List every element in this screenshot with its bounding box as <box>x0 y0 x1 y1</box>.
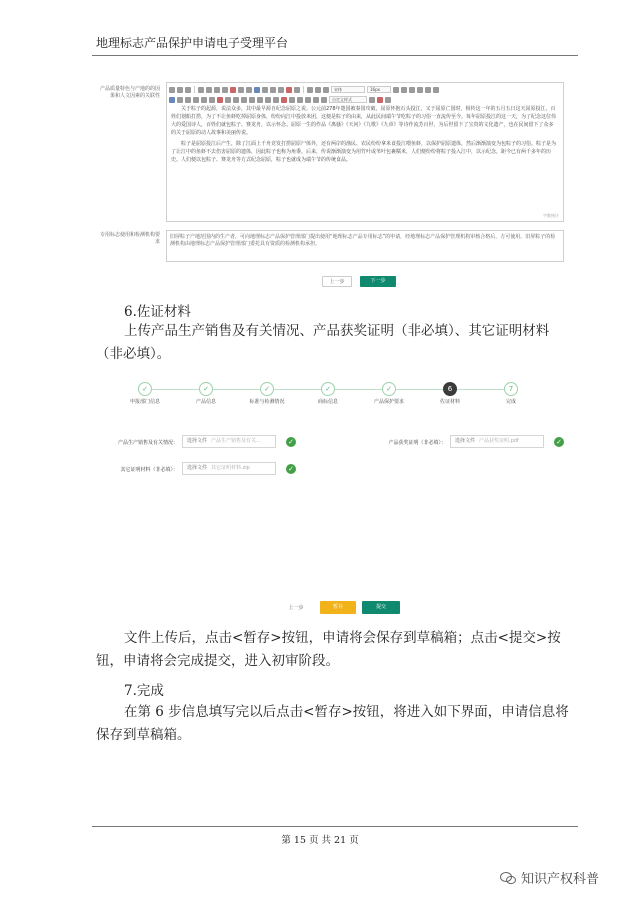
requirement-textarea[interactable]: 旧屏粽子产地范围内的生产者，可向地理标志产品保护管理部门提出使用“地理标志产品专用标志”的申请，经地理标志产品保护管理机构审核合格后，方可使用。旧屏粽子的检测机构由地理标志产品保护管理部门委托具有资质的检测机构承担。 <box>166 230 564 262</box>
bg-icon[interactable] <box>273 97 279 103</box>
indent-icon[interactable] <box>278 87 284 93</box>
hr-icon[interactable] <box>225 97 231 103</box>
step-1-check-icon: ✓ <box>138 382 152 396</box>
award-upload-label: 产品获奖证明（非必填）： <box>388 440 446 446</box>
redo-icon[interactable] <box>185 87 191 93</box>
other-file-input[interactable] <box>182 462 276 475</box>
award-upload-success-icon: ✓ <box>554 437 564 447</box>
editor-toolbar-row-1 <box>169 85 561 94</box>
align-right-icon[interactable] <box>409 87 415 93</box>
sales-file-input[interactable] <box>182 435 276 448</box>
font-size-select[interactable]: 16px <box>367 86 391 93</box>
step-7-marker: 7 <box>504 382 518 396</box>
toolbar-separator <box>303 86 304 93</box>
drafts-icon[interactable] <box>377 97 383 103</box>
color-icon[interactable] <box>217 97 223 103</box>
other-file-name: 其它证明材料.zip <box>211 465 250 471</box>
save-draft-button[interactable]: 暂存 <box>320 601 356 614</box>
sales-file-name: 产品生产销售及有关... <box>211 438 261 444</box>
custom-style-select[interactable]: 自定义样式 <box>329 96 367 103</box>
align-icon[interactable] <box>323 87 329 93</box>
other-upload-label: 其它证明材料（非必填）： <box>120 467 178 473</box>
video-icon[interactable] <box>177 97 183 103</box>
next-step-button[interactable]: 下一步 <box>360 276 396 287</box>
undo-icon[interactable] <box>177 87 183 93</box>
section-6-description: 上传产品生产销售及有关情况、产品获奖证明（非必填）、其它证明材料（非必填）。 <box>96 323 550 362</box>
section-7-heading: 7.完成 <box>124 683 164 699</box>
wordcount-icon[interactable] <box>313 97 319 103</box>
clear-format-icon[interactable] <box>294 87 300 93</box>
italic-icon[interactable] <box>206 87 212 93</box>
heading-icon[interactable] <box>315 87 321 93</box>
pagebreak-icon[interactable] <box>257 97 263 103</box>
emoji-icon[interactable] <box>185 97 191 103</box>
link-icon[interactable] <box>254 87 260 93</box>
award-file-name: 产品获奖证明.pdf <box>479 438 519 444</box>
strikethrough-icon[interactable] <box>222 87 228 93</box>
print-icon[interactable] <box>289 97 295 103</box>
header-divider <box>92 55 578 56</box>
page-number: 第 15 页 共 21 页 <box>281 835 359 846</box>
help-icon[interactable] <box>369 97 375 103</box>
step-1-label: 申报部门信息 <box>129 399 160 405</box>
choose-file-button[interactable]: 选择文件 <box>455 438 476 444</box>
editor-toolbar-row-2 <box>169 95 561 104</box>
code-icon[interactable] <box>209 97 215 103</box>
image-icon[interactable] <box>169 97 175 103</box>
more-icon[interactable] <box>385 97 391 103</box>
line-height-icon[interactable] <box>425 87 431 93</box>
anchor-icon[interactable] <box>249 97 255 103</box>
sales-upload-success-icon: ✓ <box>286 437 296 447</box>
choose-file-button[interactable]: 选择文件 <box>187 438 208 444</box>
rich-text-editor[interactable] <box>166 82 564 222</box>
editor-field-label: 产品质量特色与产地的的因果和人文因素的关联性 <box>100 86 161 99</box>
editor-paragraph: 粽子是屈原投江后产生，除了江面上千舟竞发打捞屈原尸体外，还有两岸的渔民、农民纷纷拿米食投江喂鱼虾，以保护屈原遗体，然后渐渐演变为包粽子的习俗。粽子是为了让江中的鱼虾不去伤害屈原的遗体，因此粽子也称为角黍。后来，传说渐渐演变为用竹叶或苇叶包裹糯米，人们便纷纷将粽子投入江中，以示纪念，距今已有两千多年的历史。人们便以包粽子、赛龙舟等方式纪念屈原，粽子也就成为端午节的传统食品。 <box>171 141 557 163</box>
fullscreen-icon[interactable] <box>305 97 311 103</box>
map-icon[interactable] <box>201 97 207 103</box>
step-2-label: 产品信息 <box>195 399 216 405</box>
watermark-text: 知识产权科普 <box>521 872 600 887</box>
wechat-icon <box>500 871 516 885</box>
superscript-icon[interactable] <box>238 87 244 93</box>
subscript-icon[interactable] <box>246 87 252 93</box>
align-left-icon[interactable] <box>393 87 399 93</box>
font-family-select[interactable]: 宋体 <box>331 86 365 93</box>
footer-divider <box>92 826 578 827</box>
preview-icon[interactable] <box>297 97 303 103</box>
spellcheck-icon[interactable] <box>321 97 327 103</box>
template-icon[interactable] <box>265 97 271 103</box>
submit-button[interactable]: 提交 <box>362 601 400 614</box>
editor-paragraph: 关于粽子的起源，说法众多，其中最早源自纪念屈原之说。公元前278年楚国被秦国攻破，屈原怀抱石头投江，又于屈原亡国时，相传这一年的五月五日这天屈原投江，百姓们划船打捞，为了不让鱼虾吃掉屈原身体，纷纷向江中投放米团，这便是粽子的由来，从此民间端午节吃粽子的习俗一直流传至今。每年屈原投江的这一天，为了纪念这位伟大的爱国诗人，百姓们就包粽子、赛龙舟，以示怀念。屈原一生的作品《离骚》《天问》《九歌》《九章》等诗作流芳百世，为后世留下了宝贵的文化遗产，也在民间留下了众多的关于屈原的动人故事和美丽传说。 <box>171 106 557 136</box>
quote-icon[interactable] <box>262 87 268 93</box>
requirement-field-label: 专用标志使用和检测机构要求 <box>100 232 161 245</box>
watermark <box>500 868 599 887</box>
choose-file-button[interactable]: 选择文件 <box>187 465 208 471</box>
step-4-label: 商标信息 <box>317 399 338 405</box>
other-upload-success-icon: ✓ <box>286 464 296 474</box>
justify-icon[interactable] <box>417 87 423 93</box>
after-upload-paragraph: 文件上传后，点击<暂存>按钮，申请将会保存到草稿箱；点击<提交>按钮，申请将会完成提交，进入初审阶段。 <box>96 630 561 669</box>
step-3-label: 标准与检测情况 <box>249 399 285 405</box>
paragraph-icon[interactable] <box>307 87 313 93</box>
section-7-paragraph: 在第 6 步信息填写完以后点击<暂存>按钮，将进入如下界面，申请信息将保存到草稿箱。 <box>96 704 569 743</box>
step-2-check-icon: ✓ <box>199 382 213 396</box>
list-icon[interactable] <box>270 87 276 93</box>
search-icon[interactable] <box>281 97 287 103</box>
prev-step-button[interactable]: 上一步 <box>322 276 352 287</box>
align-center-icon[interactable] <box>401 87 407 93</box>
sales-upload-label: 产品生产销售及有关情况： <box>117 440 178 446</box>
toolbar-separator <box>194 86 195 93</box>
bold-icon[interactable] <box>198 87 204 93</box>
prev-step-button[interactable]: 上一步 <box>280 602 312 613</box>
step-5-check-icon: ✓ <box>382 382 396 396</box>
step-7-label: 完成 <box>505 399 516 405</box>
step-6-current-marker: 6 <box>443 382 457 396</box>
highlight-icon[interactable] <box>286 87 292 93</box>
step-4-check-icon: ✓ <box>321 382 335 396</box>
editor-word-count: 字数统计 <box>543 213 559 218</box>
attachment-icon[interactable] <box>193 97 199 103</box>
step-5-label: 产品保护要求 <box>373 399 404 405</box>
document-header-title: 地理标志产品保护申请电子受理平台 <box>96 36 289 50</box>
underline-icon[interactable] <box>214 87 220 93</box>
date-icon[interactable] <box>233 97 239 103</box>
font-color-icon[interactable] <box>230 87 236 93</box>
award-file-input[interactable] <box>450 435 544 448</box>
step-3-check-icon: ✓ <box>260 382 274 396</box>
section-6-heading: 6.佐证材料 <box>124 304 191 320</box>
step-6-label: 佐证材料 <box>439 399 460 405</box>
time-icon[interactable] <box>241 97 247 103</box>
source-icon[interactable] <box>169 87 175 93</box>
editor-content[interactable] <box>171 105 557 167</box>
table-icon[interactable] <box>433 87 439 93</box>
